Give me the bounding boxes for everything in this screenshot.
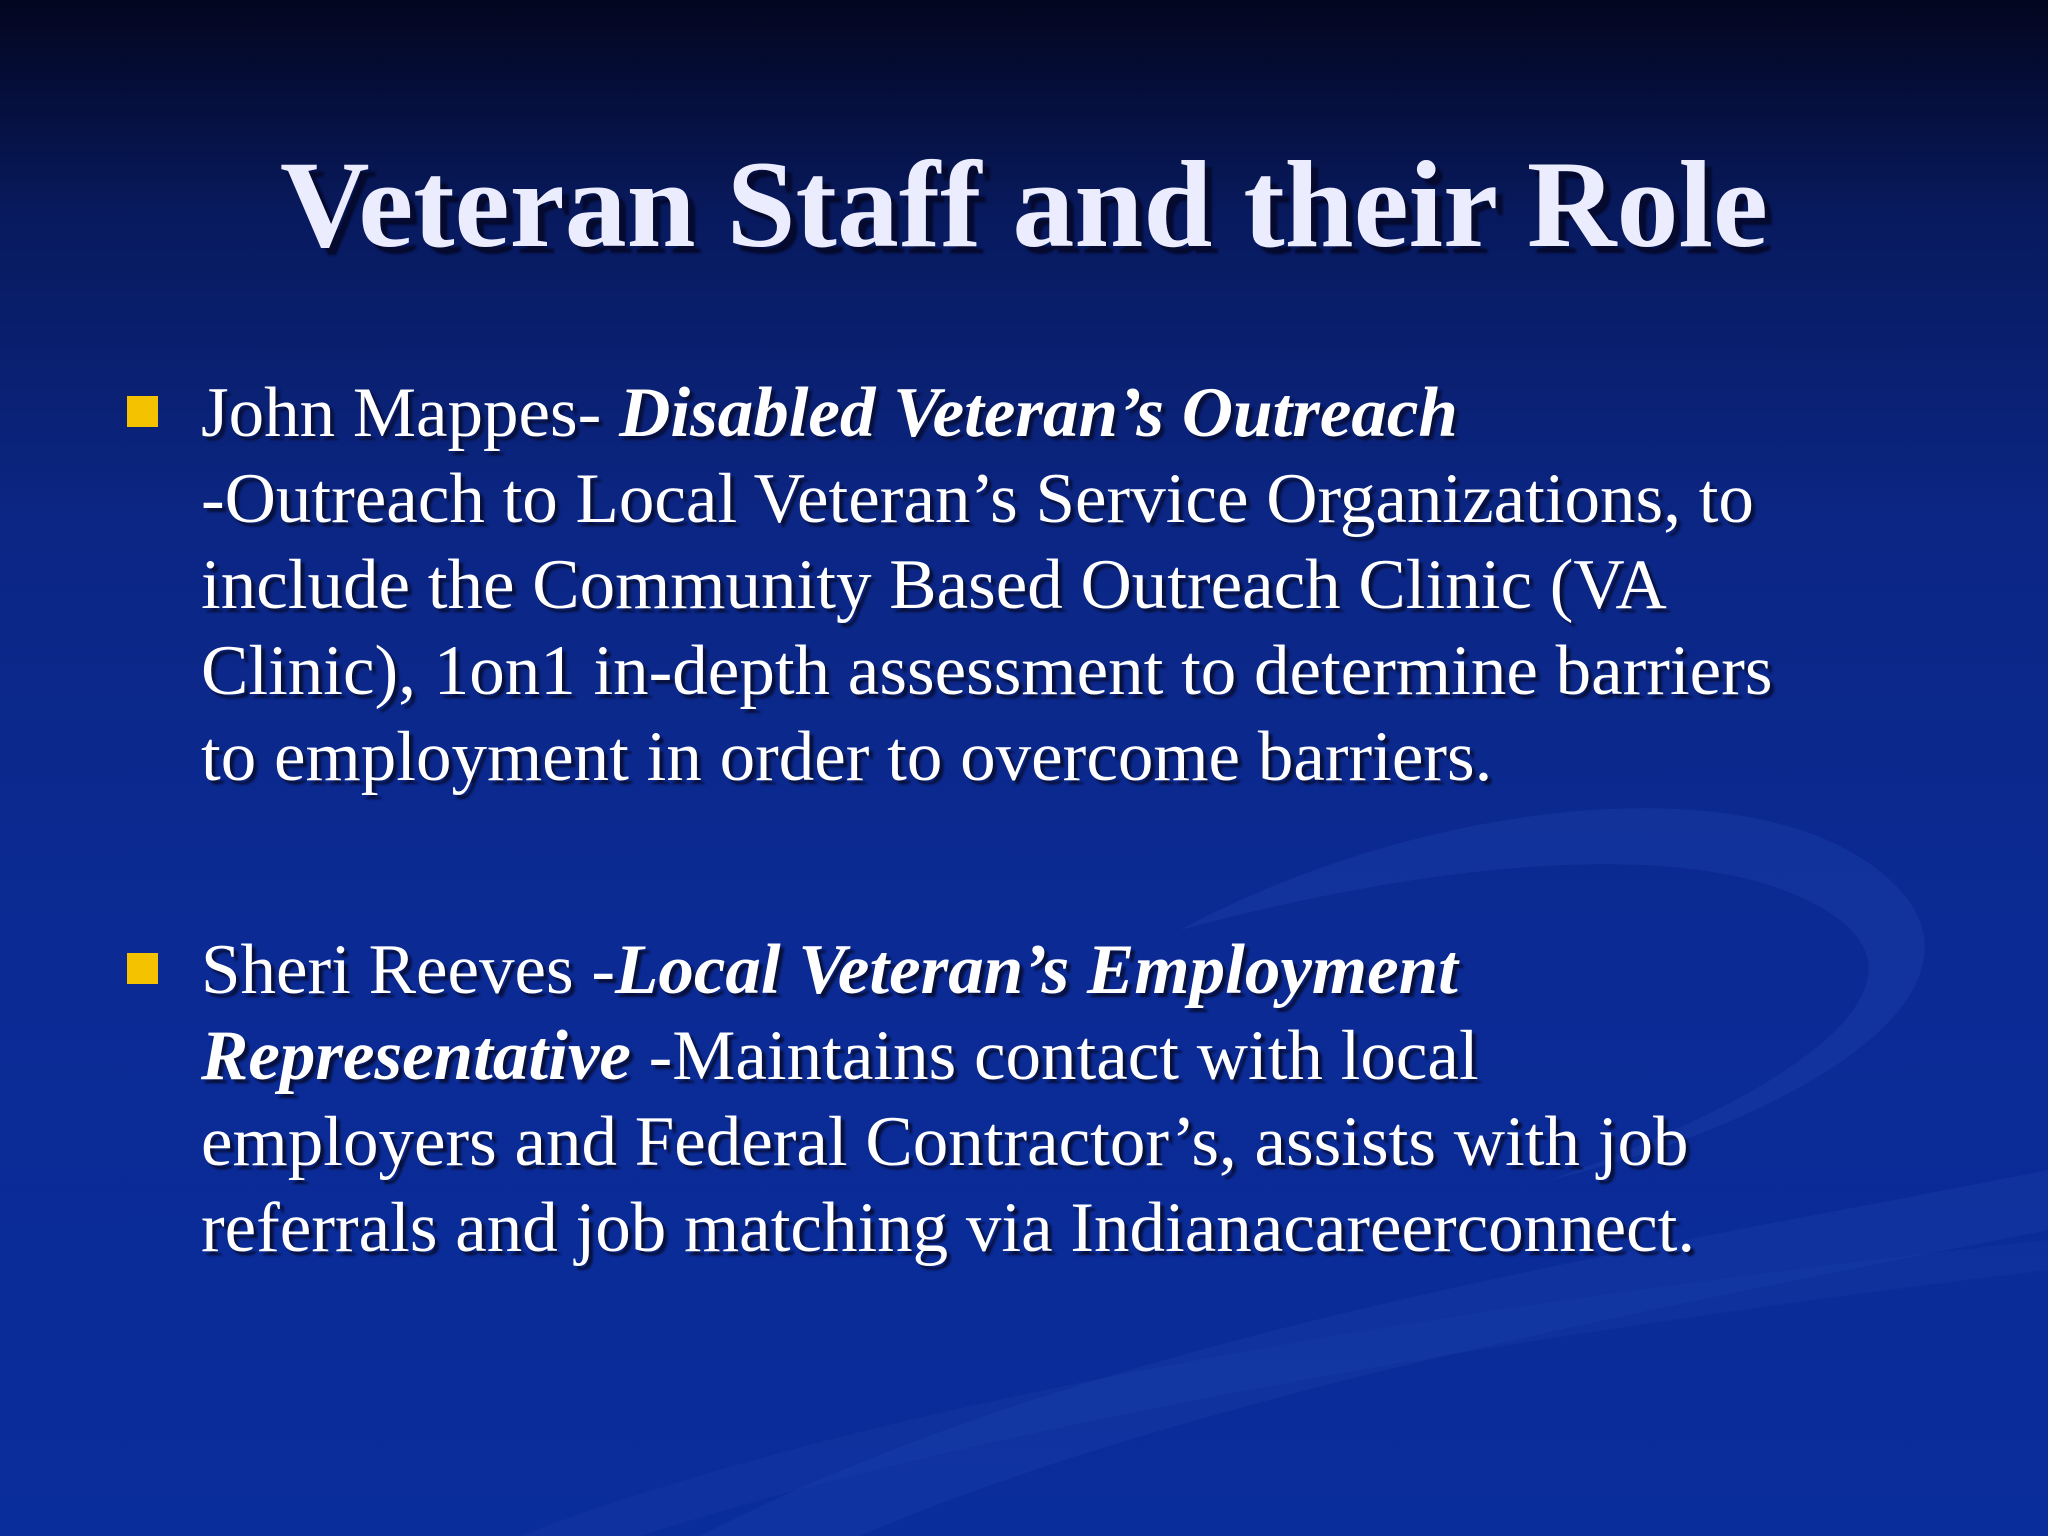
- staff-role: Local Veteran’s Employment: [615, 931, 1458, 1009]
- bullet-text-line: include the Community Based Outreach Clinic (VA: [201, 546, 1667, 624]
- bullet-heading: [201, 370, 1921, 456]
- bullet-text-line: employers and Federal Contractor’s, assists with job: [201, 1103, 1689, 1181]
- bullet-item-sheri-reeves: [201, 927, 1921, 1271]
- bullet-text-segment: -Maintains contact with local: [630, 1017, 1479, 1095]
- bullet-text-line: referrals and job matching via Indianacareerconnect.: [201, 1189, 1696, 1267]
- bullet-text-line: -Outreach to Local Veteran’s Service Organizations, to: [201, 460, 1754, 538]
- staff-role-continued: Representative: [201, 1017, 631, 1095]
- bullet-text-line: [201, 1013, 1921, 1099]
- bullet-text-line: Clinic), 1on1 in-depth assessment to determine barriers: [201, 632, 1773, 710]
- staff-role: Disabled Veteran’s Outreach: [619, 374, 1458, 452]
- square-bullet-icon: [127, 396, 158, 427]
- bullet-item-john-mappes: [201, 370, 1921, 800]
- square-bullet-icon: [127, 953, 158, 984]
- staff-name: John Mappes-: [201, 374, 620, 452]
- staff-name: Sheri Reeves -: [201, 931, 616, 1009]
- bullet-text-line: to employment in order to overcome barriers.: [201, 718, 1493, 796]
- bullet-heading: [201, 927, 1921, 1013]
- slide-title: Veteran Staff and their Role: [280, 136, 1768, 273]
